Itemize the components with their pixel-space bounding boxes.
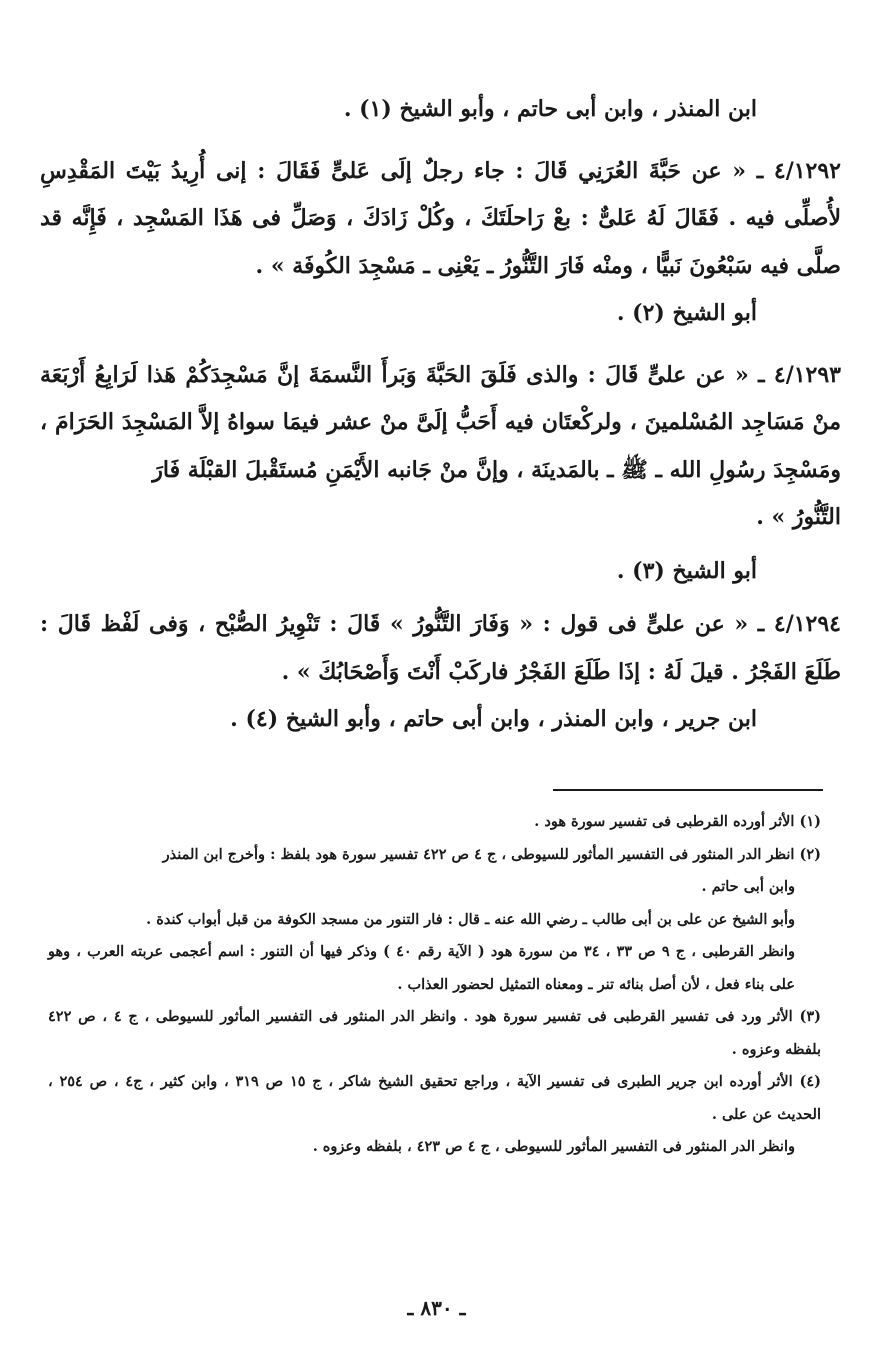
footnotes bbox=[48, 806, 821, 1164]
footnote-4: (٤) الأثر أورده ابن جرير الطبرى فى تفسير الآية ، وراجع تحقيق الشيخ شاكر ، ج ١٥ ص ٣١٩ ، وابن كثير ، ج٤ ، ص ٢٥٤ ، الحديث عن على . bbox=[48, 1073, 821, 1123]
footnote-1: (١) الأثر أورده القرطبى فى تفسير سورة هود . bbox=[534, 813, 821, 830]
footnote-2-paragraph-3: وانظر القرطبى ، ج ٩ ص ٣٣ ، ٣٤ من سورة هود ( الآية رقم ٤٠ ) وذكر فيها أن التنور : اسم أعجمى عربته العرب ، وهو على بناء فعل ، لأن أصل بنائه تنر ـ ومعناه التمثيل لحضور العذاب . bbox=[48, 943, 796, 993]
footnote-separator bbox=[553, 789, 823, 791]
hadith-1294: ٤/١٢٩٤ ـ « عن علىٍّ فى قول : « وَفَارَ التَّنُّورُ » قَالَ : تَنْوِيرُ الصُّبْح ، وَفى لَفْظ قَالَ : طَلَعَ الفَجْرُ . قيلَ لَهُ : إذَا طَلَعَ الفَجْرُ فاركَبْ أَنْتَ وَأَصْحَابُكَ » . bbox=[40, 611, 841, 685]
footnote-2-continuation: وابن أبى حاتم . bbox=[701, 878, 795, 895]
page-number: ـ ٨٣٠ ـ bbox=[407, 1296, 466, 1320]
source-line-3: أبو الشيخ (٣) . bbox=[616, 557, 757, 584]
source-line-1: ابن المنذر ، وابن أبى حاتم ، وأبو الشيخ (١) . bbox=[343, 96, 757, 122]
main-text bbox=[40, 86, 841, 744]
hadith-1292: ٤/١٢٩٢ ـ « عن حَبَّةَ العُرَنِي قَالَ : جاء رجلٌ إلَى عَلىٍّ فَقَالَ : إنى أُرِيدُ بَيْتَ المَقْدِسِ لأُصلِّى فيه . فَقَالَ لَهُ عَلىٌّ : بعْ رَاحلَتَكَ ، وكُلْ زَادَكَ ، وَصَلِّ فى هَذَا المَسْجِد ، فَإِنَّه قد صلَّى فيه سَبْعُونَ نَبيًّا ، ومنْه فَارَ التَّنُّورُ ـ يَعْنِى ـ مَسْجِدَ الكُوفَة » . bbox=[40, 157, 841, 279]
footnote-2-paragraph-2: وأبو الشيخ عن على بن أبى طالب ـ رضي الله عنه ـ قال : فار التنور من مسجد الكوفة من قبل أبواب كندة . bbox=[146, 910, 795, 928]
source-line-2: أبو الشيخ (٢) . bbox=[616, 300, 757, 326]
hadith-1293-end: التَّنُّورُ » . bbox=[756, 504, 841, 530]
footnote-4-paragraph-2: وانظر الدر المنثور فى التفسير المأثور للسيوطى ، ج ٤ ص ٤٢٣ ، بلفظه وعزوه . bbox=[312, 1138, 795, 1155]
footnote-3: (٣) الأثر ورد فى تفسير القرطبى فى تفسير سورة هود . وانظر الدر المنثور فى التفسير المأثور للسيوطى ، ج ٤ ، ص ٤٢٢ بلفظه وعزوه . bbox=[48, 1008, 821, 1058]
hadith-1293: ٤/١٢٩٣ ـ « عن علىٍّ قَالَ : والذى فَلَقَ الحَبَّةَ وَبَرأَ النَّسمَةَ إنَّ مَسْجِدَكُمْ هَذا لَرَابِعُ أَرْبَعَة منْ مَسَاجِد المُسْلمينَ ، ولركْعتَان فيه أَحَبُّ إلَىَّ منْ عشر فيمَا سواهُ إلاَّ المَسْجِدَ الحَرَامَ ، ومَسْجِدَ رسُولِ الله ـ ﷺ ـ بالمَدينَة ، وإنَّ منْ جَانبه الأَيْمَنِ مُستَقْبلَ القبْلَة فَارَ bbox=[40, 361, 841, 483]
source-line-4: ابن جرير ، وابن المنذر ، وابن أبى حاتم ، وأبو الشيخ (٤) . bbox=[230, 706, 757, 732]
footnote-2: (٢) انظر الدر المنثور فى التفسير المأثور للسيوطى ، ج ٤ ص ٤٢٢ تفسير سورة هود بلفظ : وأخرج ابن المنذر bbox=[162, 845, 821, 863]
